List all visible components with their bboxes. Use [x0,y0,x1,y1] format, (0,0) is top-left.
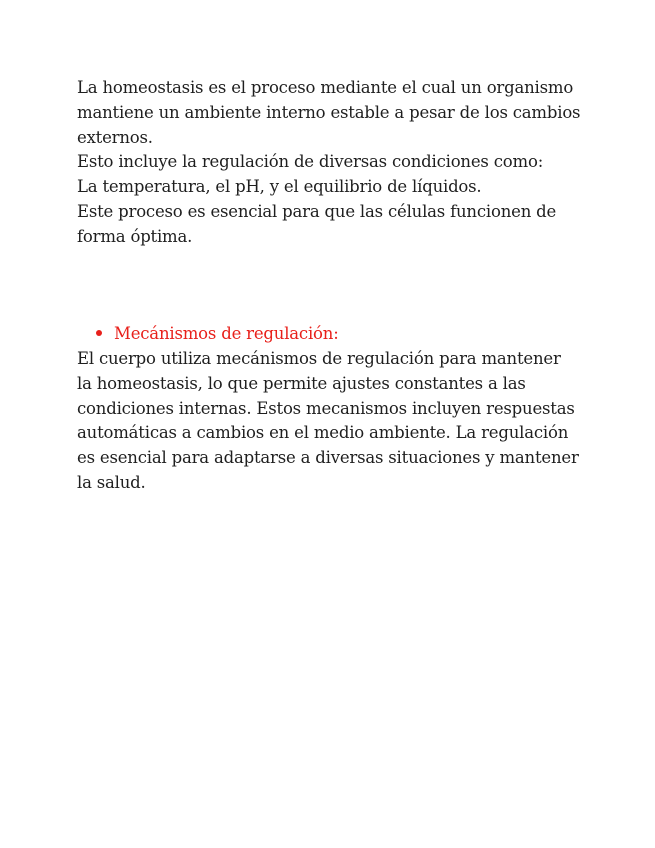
section-line: la salud. [77,472,146,492]
intro-line: forma óptima. [77,226,193,246]
intro-line: externos. [77,127,153,147]
intro-paragraph [77,76,597,250]
bullet-icon [96,330,102,336]
section-heading: Mecánismos de regulación: [114,324,339,343]
section-line: la homeostasis, lo que permite ajustes constantes a las [77,373,526,393]
intro-line: La temperatura, el pH, y el equilibrio de líquidos. [77,177,482,197]
intro-line: La homeostasis es el proceso mediante el cual un organismo [77,78,574,97]
section-line: es esencial para adaptarse a diversas situaciones y mantener [77,448,579,468]
intro-line: Esto incluye la regulación de diversas condiciones como: [77,152,544,172]
section-bullet [96,322,339,347]
intro-line: Este proceso es esencial para que las células funcionen de [77,201,557,221]
section-line: El cuerpo utiliza mecánismos de regulación para mantener [77,349,561,368]
section-line: automáticas a cambios en el medio ambiente. La regulación [77,423,569,443]
section-paragraph [77,347,597,496]
section-line: condiciones internas. Estos mecanismos incluyen respuestas [77,398,575,418]
intro-line: mantiene un ambiente interno estable a pesar de los cambios [77,102,581,122]
